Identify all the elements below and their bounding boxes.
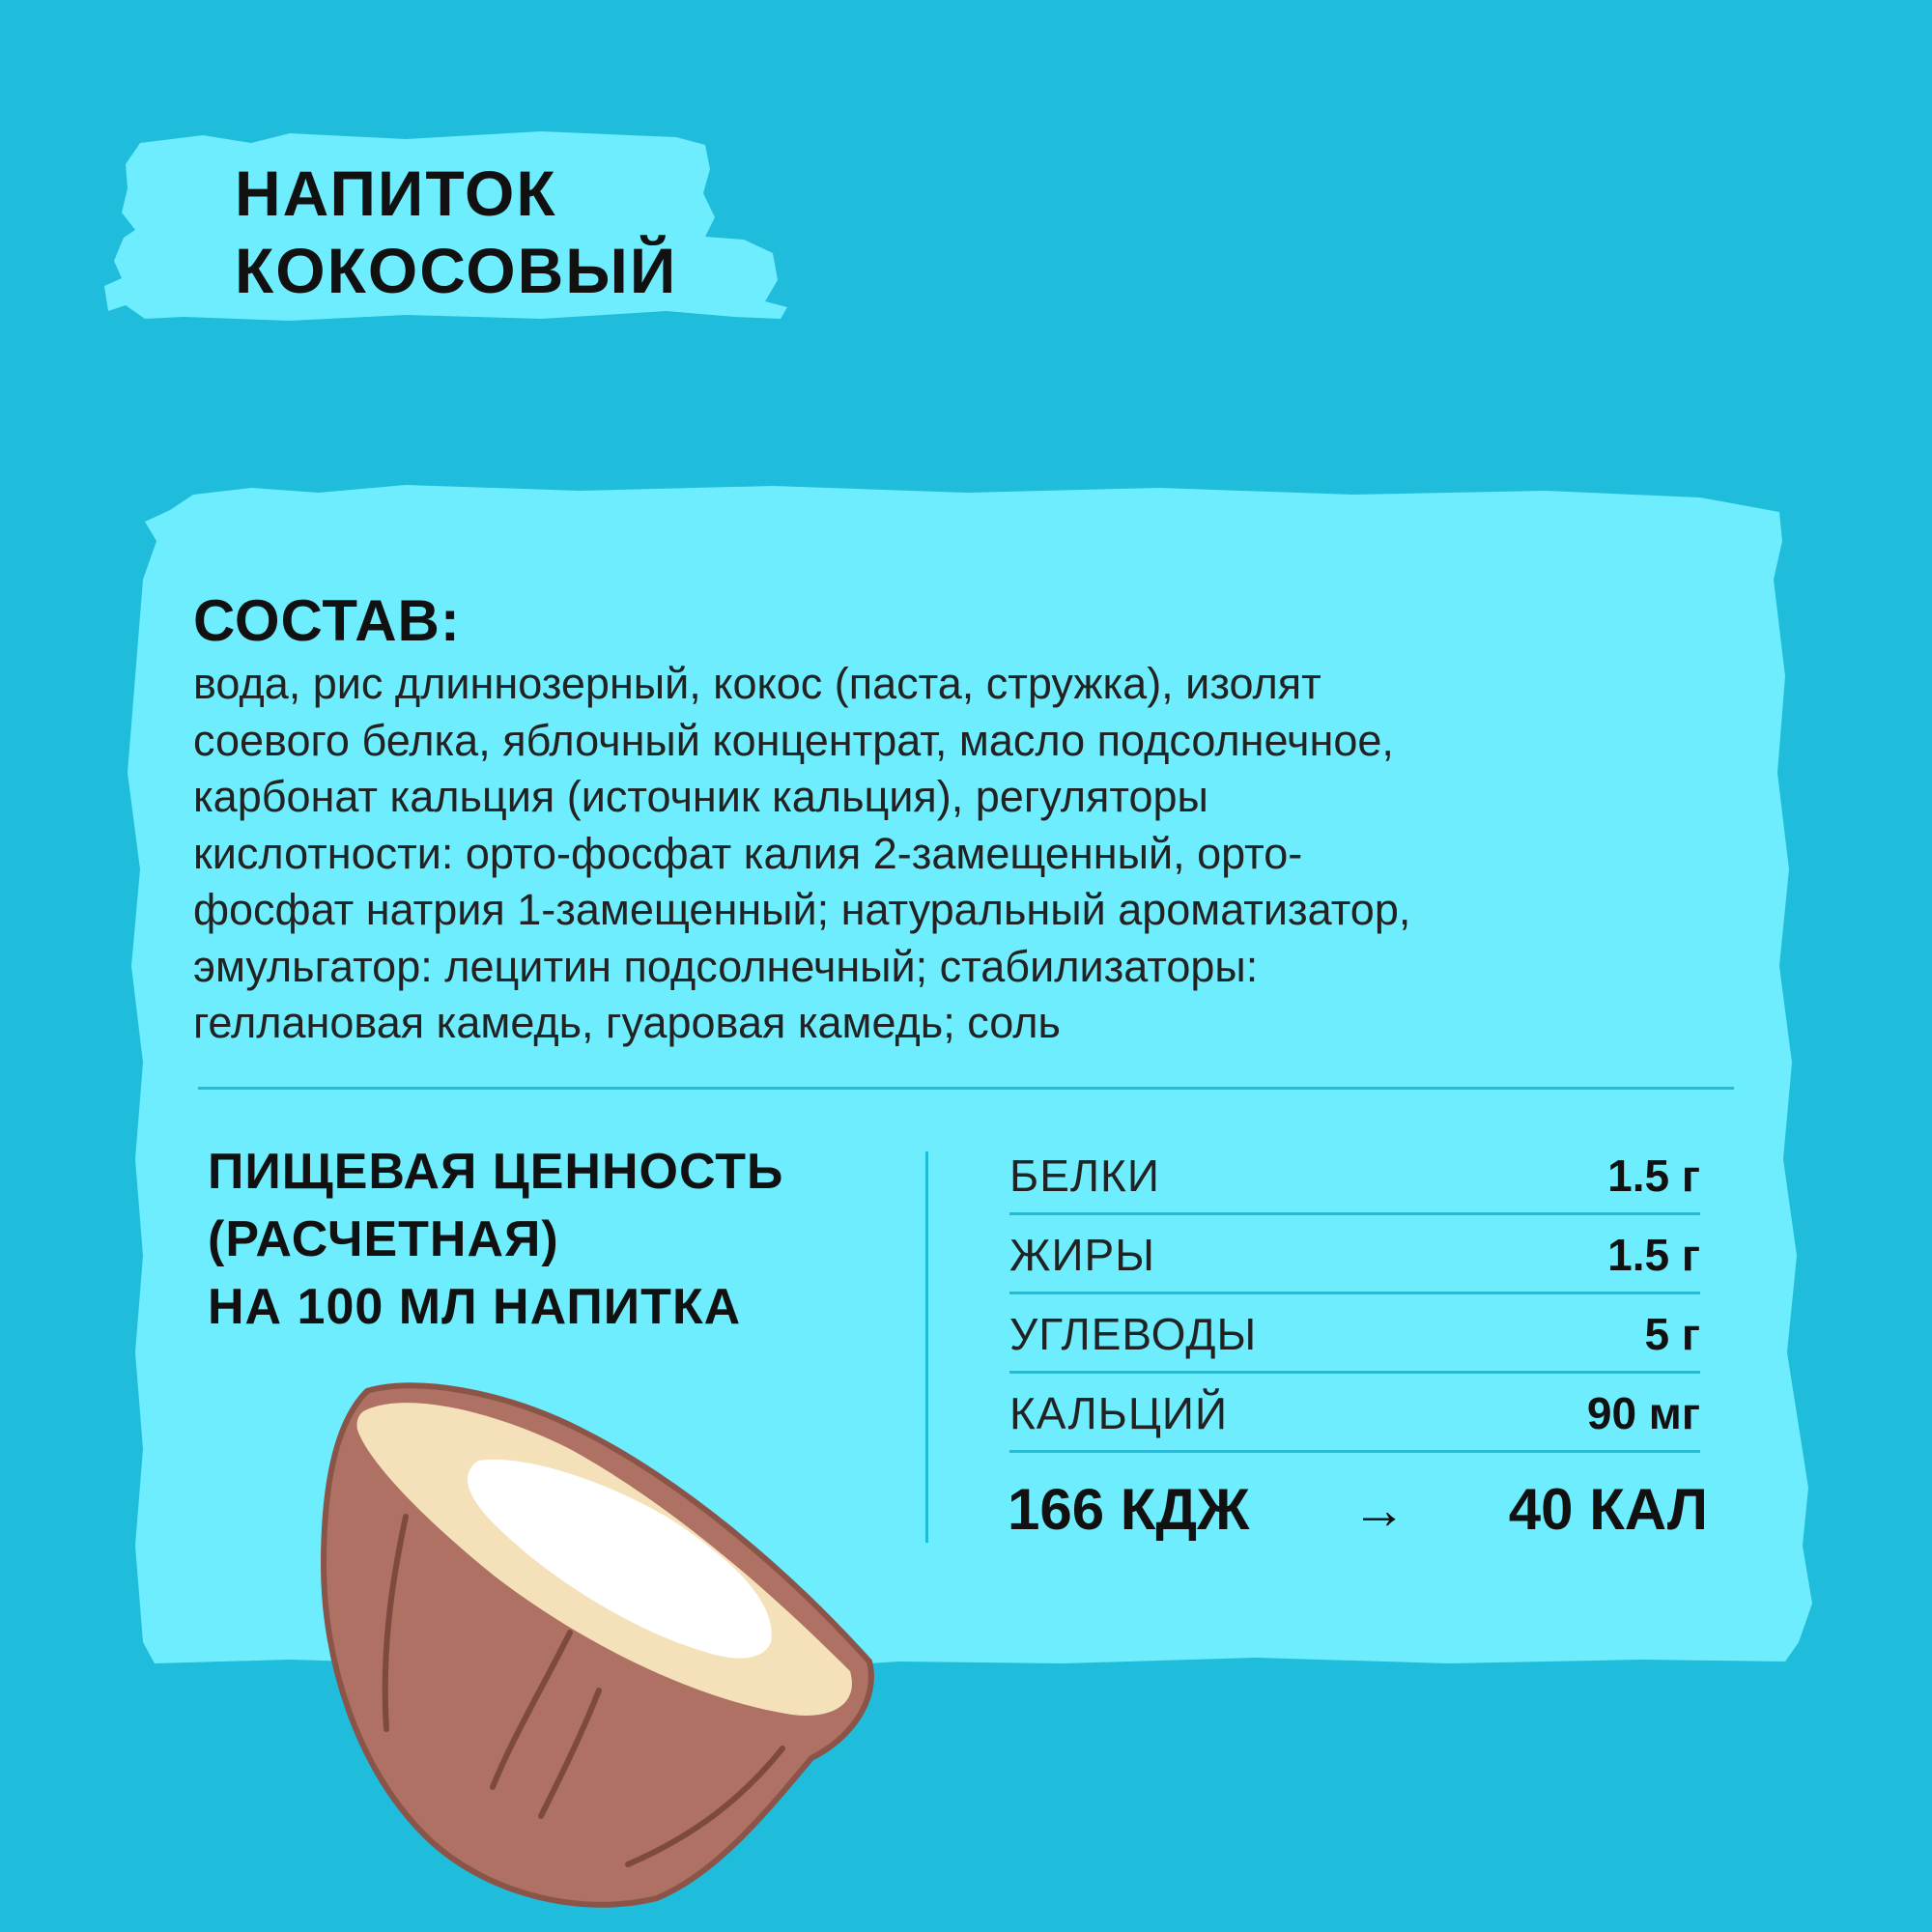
nutrition-row-protein	[1009, 1138, 1700, 1215]
nutrition-label: БЕЛКИ	[1009, 1150, 1160, 1201]
page-title	[235, 155, 677, 309]
nutrition-label: ЖИРЫ	[1009, 1229, 1155, 1280]
composition-heading: СОСТАВ:	[193, 588, 461, 653]
nutrition-value: 5 г	[1644, 1308, 1700, 1359]
composition-line: эмульгатор: лецитин подсолнечный; стабилизаторы:	[193, 941, 1259, 991]
nutrition-table	[1009, 1138, 1700, 1455]
nutrition-value: 1.5 г	[1607, 1229, 1700, 1280]
composition-line: карбонат кальция (источник кальция), регуляторы	[193, 772, 1208, 821]
nutrition-row-fat	[1009, 1217, 1700, 1294]
nutrition-heading	[208, 1138, 783, 1341]
section-divider	[198, 1087, 1734, 1090]
title-line-2: КОКОСОВЫЙ	[235, 235, 678, 306]
vertical-divider	[925, 1151, 928, 1543]
coconut-half-icon	[309, 1372, 889, 1913]
composition-line: фосфат натрия 1-замещенный; натуральный ароматизатор,	[193, 885, 1411, 934]
nutrition-row-carbs	[1009, 1296, 1700, 1374]
nutrition-value: 1.5 г	[1607, 1150, 1700, 1201]
nutrition-row-calcium	[1009, 1376, 1700, 1453]
energy-kj: 166 КДЖ	[1008, 1477, 1250, 1542]
energy-value	[1008, 1476, 1708, 1543]
nutrition-label: КАЛЬЦИЙ	[1009, 1387, 1229, 1438]
arrow-right-icon: →	[1351, 1479, 1406, 1540]
nutrition-heading-line-1: ПИЩЕВАЯ ЦЕННОСТЬ	[208, 1144, 784, 1200]
title-line-1: НАПИТОК	[235, 157, 557, 229]
composition-line: геллановая камедь, гуаровая камедь; соль	[193, 998, 1061, 1047]
nutrition-label: УГЛЕВОДЫ	[1009, 1308, 1258, 1359]
nutrition-heading-line-2: (РАСЧЕТНАЯ)	[208, 1211, 559, 1267]
composition-line: вода, рис длиннозерный, кокос (паста, стружка), изолят	[193, 659, 1321, 708]
composition-line: кислотности: орто-фосфат калия 2-замещенный, орто-	[193, 828, 1303, 878]
nutrition-heading-line-3: НА 100 МЛ НАПИТКА	[208, 1279, 742, 1335]
composition-text	[193, 656, 1700, 1052]
energy-kcal: 40 КАЛ	[1508, 1477, 1708, 1542]
nutrition-value: 90 мг	[1586, 1387, 1700, 1438]
composition-line: соевого белка, яблочный концентрат, масло подсолнечное,	[193, 715, 1394, 765]
